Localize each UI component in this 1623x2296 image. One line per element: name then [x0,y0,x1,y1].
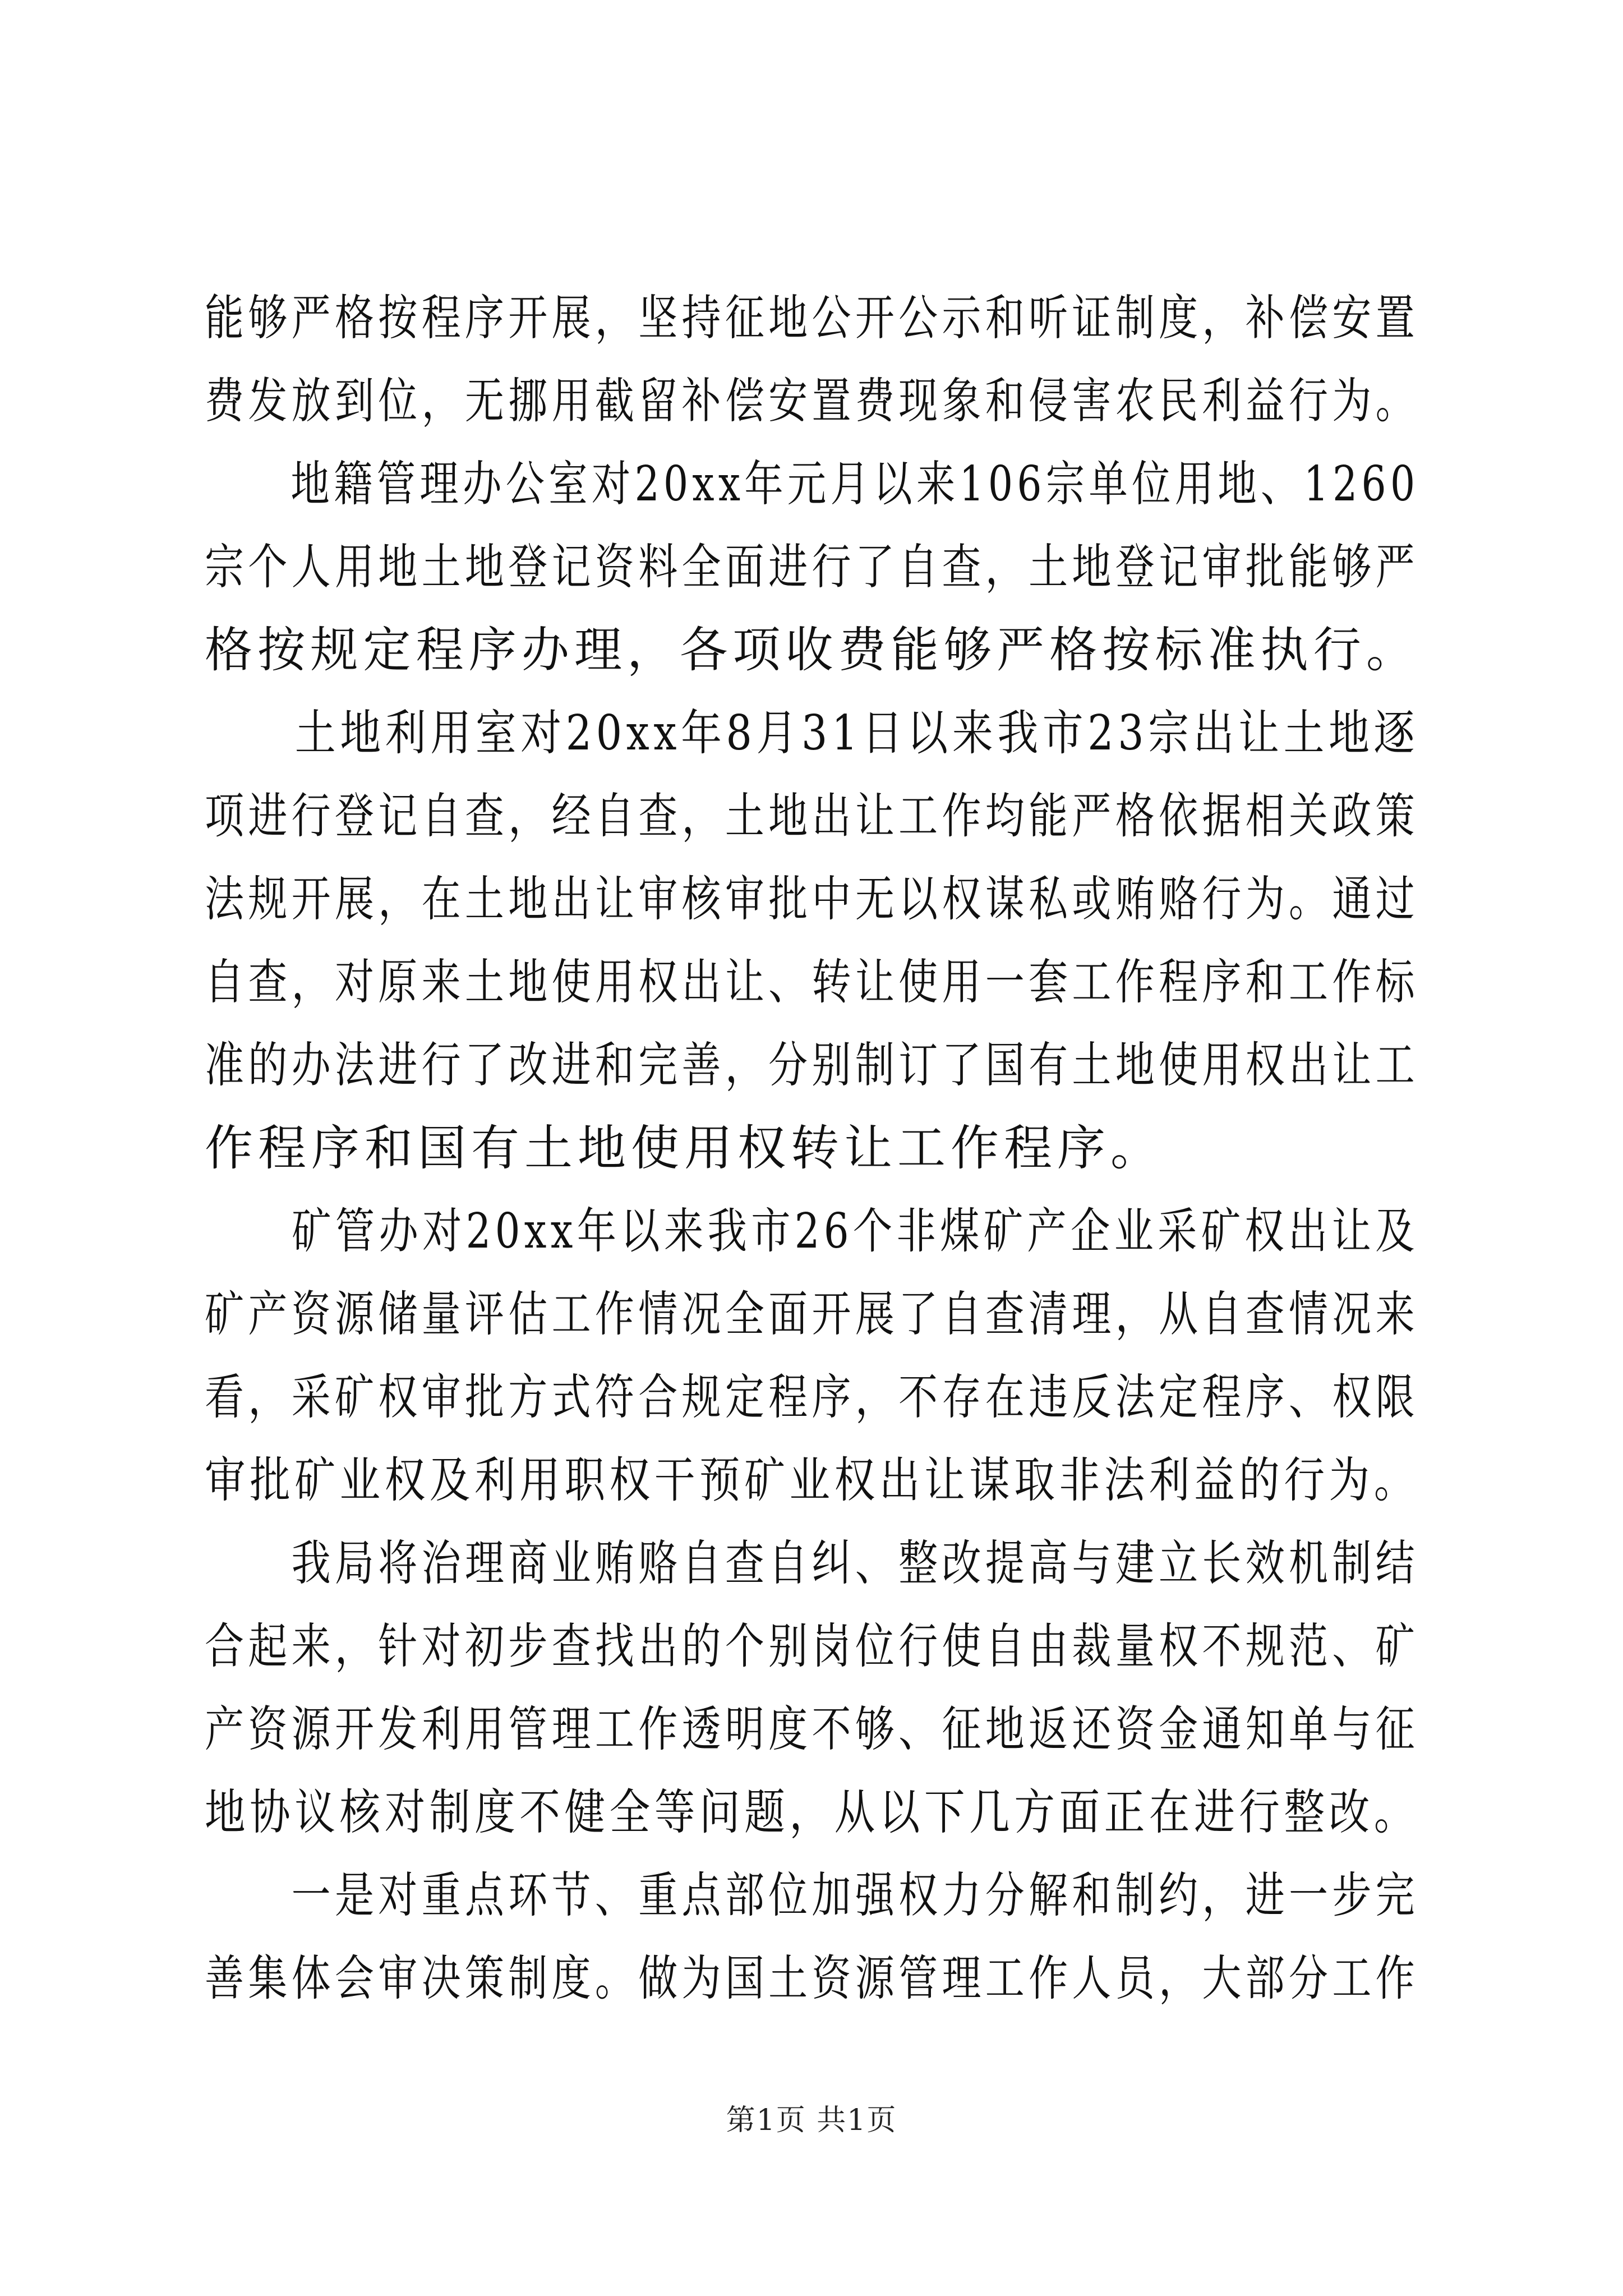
text-line: 自查，对原来土地使用权出让、转让使用一套工作程序和工作标 [205,954,1419,1010]
text-line: 土地利用室对20xx年8月31日以来我市23宗出让土地逐 [205,705,1419,761]
text-line: 矿管办对20xx年以来我市26个非煤矿产企业采矿权出让及 [205,1203,1419,1259]
text-line: 地协议核对制度不健全等问题，从以下几方面正在进行整改。 [205,1784,1419,1841]
text-line: 法规开展，在土地出让审核审批中无以权谋私或贿赂行为。通过 [205,871,1419,927]
document-body [205,277,1419,2020]
text-line: 作程序和国有土地使用权转让工作程序。 [205,1120,1164,1176]
page-footer: 第1页 共1页 [726,2104,897,2137]
text-line: 格按规定程序办理，各项收费能够严格按标准执行。 [205,622,1419,678]
text-line: 宗个人用地土地登记资料全面进行了自查，土地登记审批能够严 [205,539,1419,595]
text-line: 地籍管理办公室对20xx年元月以来106宗单位用地、1260 [205,456,1419,512]
text-line: 我局将治理商业贿赂自查自纠、整改提高与建立长效机制结 [205,1535,1419,1591]
text-line: 审批矿业权及利用职权干预矿业权出让谋取非法利益的行为。 [205,1452,1419,1508]
text-line: 矿产资源储量评估工作情况全面开展了自查清理，从自查情况来 [205,1286,1419,1342]
text-line: 费发放到位，无挪用截留补偿安置费现象和侵害农民利益行为。 [205,373,1419,429]
text-line: 项进行登记自查，经自查，土地出让工作均能严格依据相关政策 [205,788,1419,844]
text-line: 合起来，针对初步查找出的个别岗位行使自由裁量权不规范、矿 [205,1618,1419,1674]
text-line: 产资源开发利用管理工作透明度不够、征地返还资金通知单与征 [205,1701,1419,1757]
text-line: 看，采矿权审批方式符合规定程序，不存在违反法定程序、权限 [205,1369,1419,1425]
text-line: 一是对重点环节、重点部位加强权力分解和制约，进一步完 [205,1867,1419,1924]
text-line: 能够严格按程序开展，坚持征地公开公示和听证制度，补偿安置 [205,290,1419,346]
text-line: 准的办法进行了改进和完善，分别制订了国有土地使用权出让工 [205,1037,1419,1093]
text-line: 善集体会审决策制度。做为国土资源管理工作人员，大部分工作 [205,1950,1419,2007]
